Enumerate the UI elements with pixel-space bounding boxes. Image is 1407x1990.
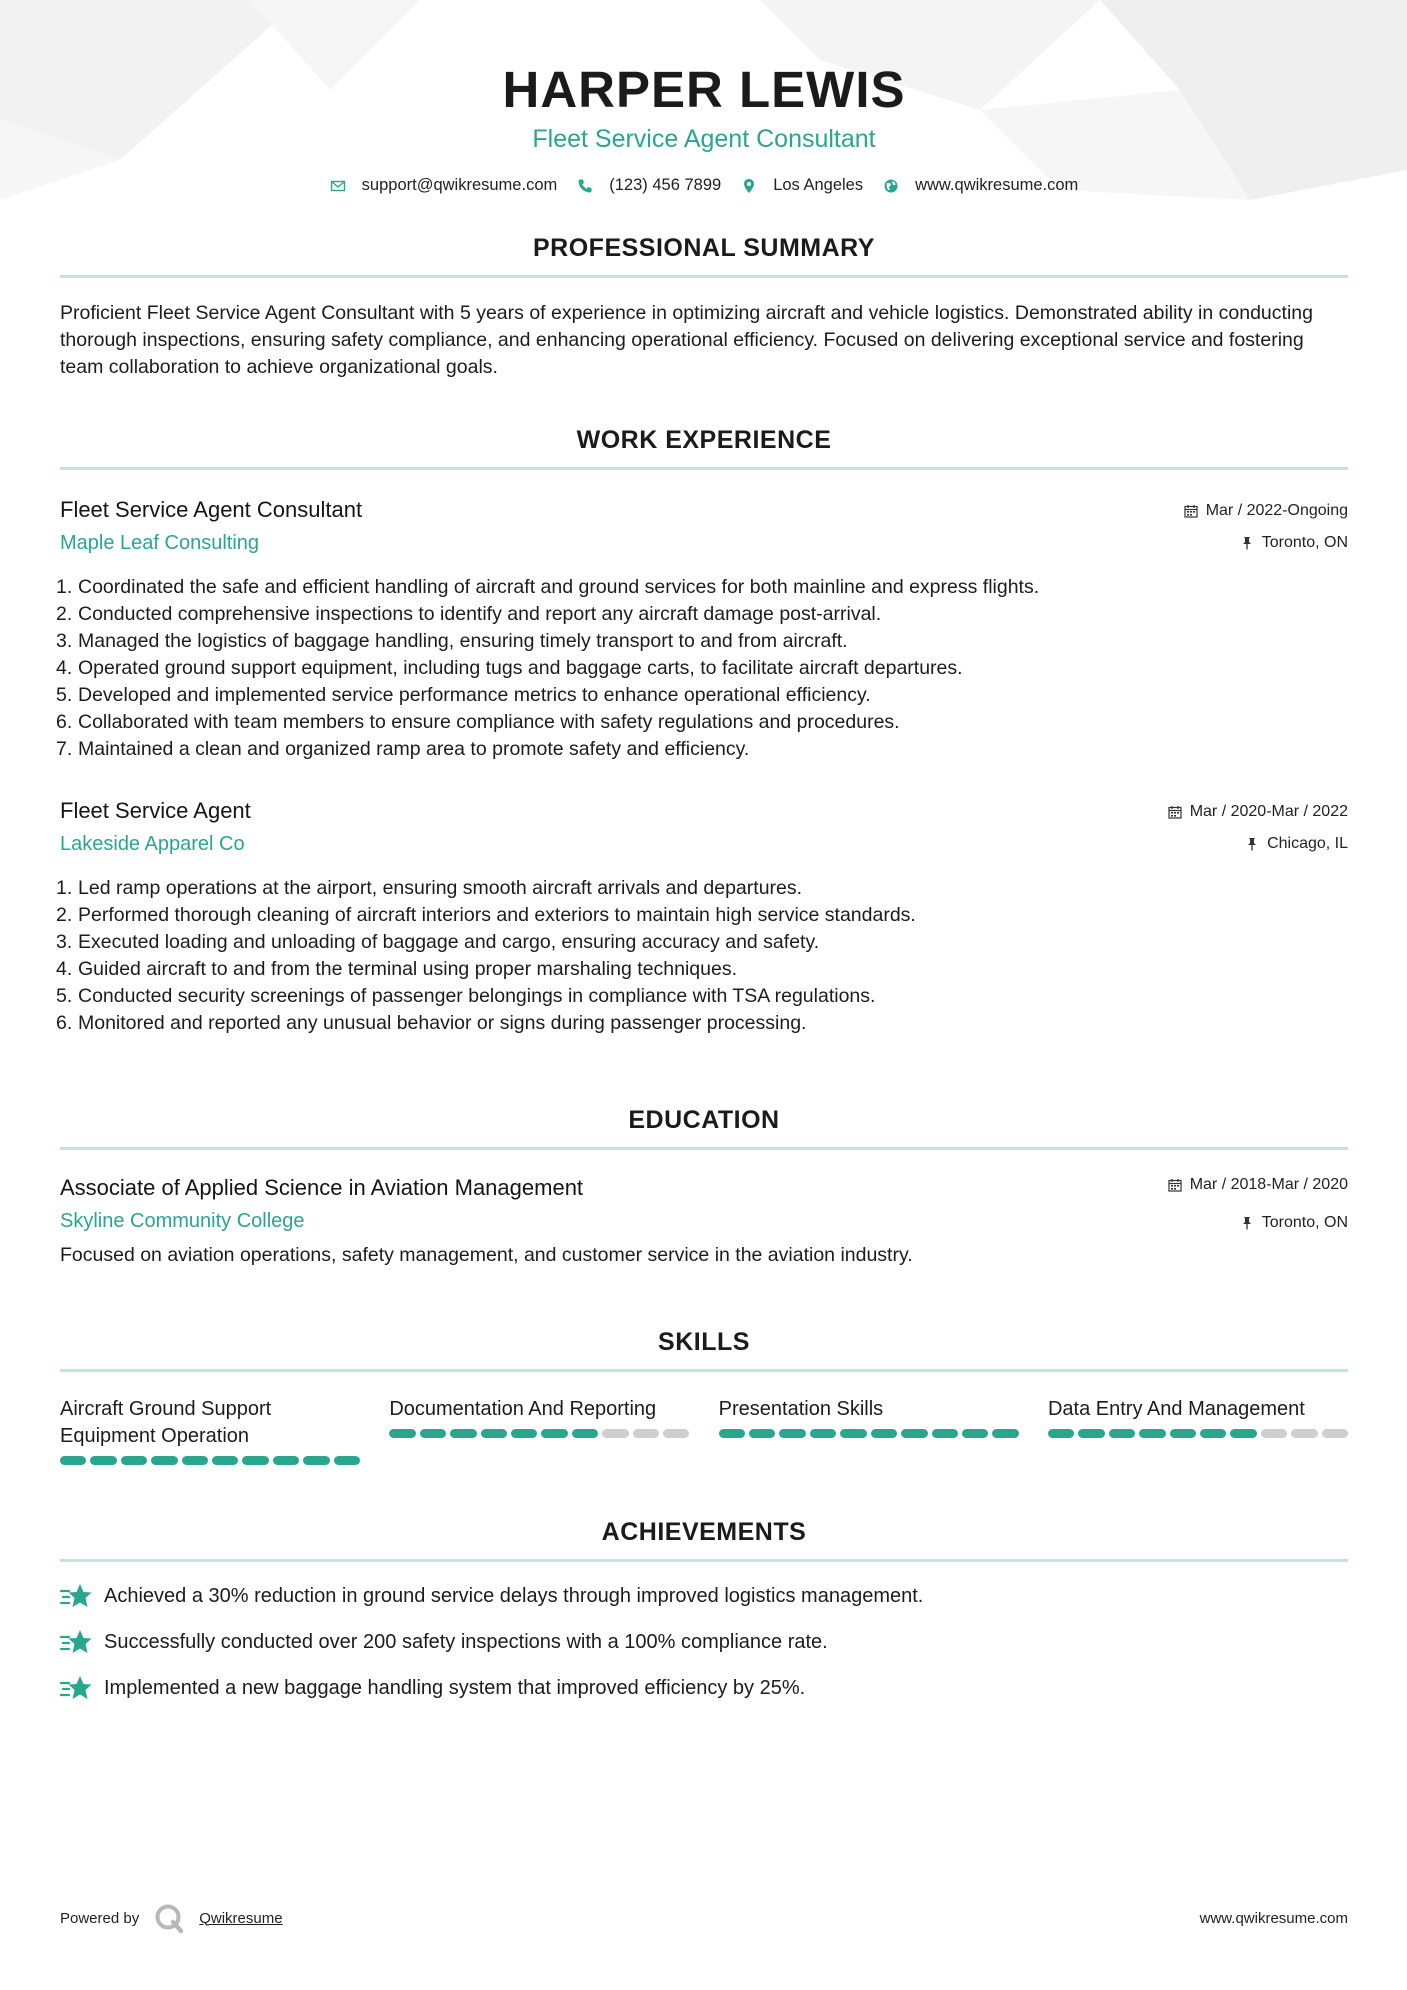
skill-level-segment (779, 1429, 805, 1438)
skill-level-segment (932, 1429, 958, 1438)
skill-level-bar (1048, 1429, 1348, 1438)
achievements-list (60, 1582, 1348, 1702)
skill-level-bar (60, 1456, 360, 1465)
contact-phone[interactable] (577, 176, 721, 195)
skill-item (389, 1396, 689, 1465)
list-item: Collaborated with team members to ensure compliance with safety regulations and procedures. (78, 711, 900, 733)
skill-item (1048, 1396, 1348, 1465)
qwikresume-logo-icon (153, 1902, 185, 1934)
list-item: Monitored and reported any unusual behavior or signs during passenger processing. (78, 1012, 807, 1034)
skill-level-segment (719, 1429, 745, 1438)
skill-level-segment (242, 1456, 268, 1465)
job-duties-list (60, 875, 1348, 1037)
job-duties-list (60, 574, 1348, 763)
job-location (1168, 833, 1348, 855)
list-item: Executed loading and unloading of baggage and cargo, ensuring accuracy and safety. (78, 931, 820, 953)
skill-level-segment (60, 1456, 86, 1465)
job-header (60, 496, 1348, 556)
contact-email[interactable] (330, 176, 558, 195)
resume-page (60, 0, 1348, 1702)
education-date-text: Mar / 2018-Mar / 2020 (1189, 1176, 1348, 1193)
skill-level-segment (151, 1456, 177, 1465)
school-name: Skyline Community College (60, 1210, 305, 1232)
job-date (1184, 500, 1348, 522)
skill-level-segment (182, 1456, 208, 1465)
skill-level-bar (719, 1429, 1019, 1438)
list-item: Conducted security screenings of passenger belongings in compliance with TSA regulations. (78, 985, 876, 1007)
job-location-text: Chicago, IL (1267, 835, 1348, 852)
pushpin-icon (1245, 837, 1259, 851)
candidate-role: Fleet Service Agent Consultant (532, 125, 876, 153)
contact-location (741, 176, 863, 195)
job-entry (60, 496, 1348, 763)
contact-location-text: Los Angeles (773, 176, 864, 194)
skill-level-segment (541, 1429, 567, 1438)
candidate-name: HARPER LEWIS (502, 61, 906, 118)
achievement-text: Successfully conducted over 200 safety inspections with a 100% compliance rate. (104, 1631, 828, 1653)
contact-phone-text: (123) 456 7899 (609, 176, 722, 194)
job-left (60, 797, 251, 857)
contact-website-text: www.qwikresume.com (915, 176, 1079, 194)
skill-level-segment (992, 1429, 1018, 1438)
calendar-icon (1184, 504, 1198, 518)
education-description: Focused on aviation operations, safety management, and customer service in the aviation industry. (60, 1244, 913, 1266)
skill-level-segment (1139, 1429, 1165, 1438)
skill-level-segment (90, 1456, 116, 1465)
list-item: Maintained a clean and organized ramp area to promote safety and efficiency. (78, 738, 750, 760)
brand-link[interactable]: Qwikresume (199, 1909, 283, 1927)
page-footer (60, 1902, 1348, 1934)
phone-icon (577, 178, 593, 194)
skill-level-segment (871, 1429, 897, 1438)
job-title: Fleet Service Agent (60, 798, 251, 823)
skill-level-segment (511, 1429, 537, 1438)
list-item: Conducted comprehensive inspections to identify and report any aircraft damage post-arrival. (78, 603, 882, 625)
list-item: Managed the logistics of baggage handling, ensuring timely transport to and from aircraft. (78, 630, 848, 652)
skill-name: Documentation And Reporting (389, 1398, 657, 1420)
list-item: Led ramp operations at the airport, ensuring smooth aircraft arrivals and departures. (78, 877, 803, 899)
degree-title: Associate of Applied Science in Aviation Management (60, 1175, 584, 1200)
achievement-item (60, 1582, 1348, 1610)
education-location (1168, 1212, 1348, 1234)
globe-icon (883, 178, 899, 194)
skills-section (60, 1327, 1348, 1465)
education-meta (1168, 1174, 1348, 1234)
skill-level-segment (633, 1429, 659, 1438)
education-section (60, 1105, 1348, 1269)
skill-level-bar (389, 1429, 689, 1438)
skill-level-segment (450, 1429, 476, 1438)
skills-heading: SKILLS (658, 1328, 750, 1356)
skill-level-segment (212, 1456, 238, 1465)
skill-name: Data Entry And Management (1047, 1398, 1305, 1420)
resume-header (60, 0, 1348, 195)
list-item: Guided aircraft to and from the terminal using proper marshaling techniques. (78, 958, 738, 980)
powered-by-label: Powered by (60, 1909, 140, 1927)
skill-level-segment (1200, 1429, 1226, 1438)
pushpin-icon (1240, 536, 1254, 550)
skill-level-segment (389, 1429, 415, 1438)
skill-level-segment (810, 1429, 836, 1438)
achievement-item (60, 1674, 1348, 1702)
achievements-section (60, 1517, 1348, 1702)
job-date-text: Mar / 2022-Ongoing (1205, 502, 1348, 519)
job-company: Maple Leaf Consulting (60, 532, 260, 554)
star-achievement-icon (60, 1582, 92, 1610)
skill-level-segment (962, 1429, 988, 1438)
powered-by (60, 1902, 283, 1934)
education-location-text: Toronto, ON (1261, 1214, 1348, 1231)
job-title: Fleet Service Agent Consultant (60, 497, 363, 522)
skill-level-segment (273, 1456, 299, 1465)
calendar-icon (1168, 1178, 1182, 1192)
achievement-text: Achieved a 30% reduction in ground service delays through improved logistics management. (104, 1585, 924, 1607)
education-entry (60, 1174, 1348, 1269)
experience-section (60, 425, 1348, 1037)
job-date (1168, 801, 1348, 823)
list-item: Operated ground support equipment, including tugs and baggage carts, to facilitate aircraft departures. (78, 657, 963, 679)
skill-level-segment (572, 1429, 598, 1438)
skill-level-segment (663, 1429, 689, 1438)
skill-level-segment (1261, 1429, 1287, 1438)
job-entry (60, 797, 1348, 1037)
envelope-icon (330, 178, 346, 194)
skill-level-segment (1109, 1429, 1135, 1438)
list-item: Developed and implemented service performance metrics to enhance operational efficiency. (78, 684, 871, 706)
map-pin-icon (741, 178, 757, 194)
achievement-text: Implemented a new baggage handling system that improved efficiency by 25%. (104, 1677, 806, 1699)
contact-bar (60, 176, 1348, 195)
skill-item (719, 1396, 1019, 1465)
list-item: Coordinated the safe and efficient handling of aircraft and ground services for both mainline and express flights. (78, 576, 1040, 598)
skill-level-segment (1322, 1429, 1348, 1438)
contact-email-text: support@qwikresume.com (361, 176, 558, 194)
skill-level-segment (481, 1429, 507, 1438)
job-company: Lakeside Apparel Co (60, 833, 245, 855)
experience-heading: WORK EXPERIENCE (576, 426, 832, 454)
education-heading: EDUCATION (628, 1106, 780, 1134)
job-location-text: Toronto, ON (1261, 534, 1348, 551)
skill-level-segment (602, 1429, 628, 1438)
job-date-text: Mar / 2020-Mar / 2022 (1189, 803, 1348, 820)
skill-level-segment (1230, 1429, 1256, 1438)
skill-level-segment (749, 1429, 775, 1438)
skill-level-segment (303, 1456, 329, 1465)
section-divider (60, 467, 1348, 470)
skill-name: Presentation Skills (718, 1398, 884, 1420)
skills-grid (60, 1396, 1348, 1465)
skill-level-segment (334, 1456, 360, 1465)
skill-level-segment (1048, 1429, 1074, 1438)
summary-text: Proficient Fleet Service Agent Consultant with 5 years of experience in optimizing aircraft and vehicle logistics. Demonstrated ability in conducting thorough inspections, ensuring safety compliance, and enhancing operational efficiency. Focused on delivering exceptional service and fostering team collaboration to achieve organizational goals. (60, 302, 1313, 378)
summary-section (60, 233, 1348, 381)
job-location (1184, 532, 1348, 554)
skill-name: Aircraft Ground Support Equipment Operation (60, 1398, 272, 1447)
job-meta (1184, 496, 1348, 554)
skill-level-segment (1291, 1429, 1317, 1438)
section-divider (60, 1369, 1348, 1372)
education-date (1168, 1174, 1348, 1196)
achievements-heading: ACHIEVEMENTS (601, 1518, 807, 1546)
calendar-icon (1168, 805, 1182, 819)
star-achievement-icon (60, 1628, 92, 1656)
section-divider (60, 275, 1348, 278)
pushpin-icon (1240, 1216, 1254, 1230)
star-achievement-icon (60, 1674, 92, 1702)
footer-website[interactable]: www.qwikresume.com (1199, 1909, 1348, 1927)
achievement-item (60, 1628, 1348, 1656)
skill-level-segment (1078, 1429, 1104, 1438)
section-divider (60, 1559, 1348, 1562)
skill-level-segment (121, 1456, 147, 1465)
education-left (60, 1174, 583, 1234)
skill-level-segment (420, 1429, 446, 1438)
skill-level-segment (901, 1429, 927, 1438)
job-header (60, 797, 1348, 857)
job-meta (1168, 797, 1348, 855)
section-divider (60, 1147, 1348, 1150)
skill-level-segment (1170, 1429, 1196, 1438)
summary-heading: PROFESSIONAL SUMMARY (533, 234, 875, 262)
skill-item (60, 1396, 360, 1465)
job-left (60, 496, 362, 556)
list-item: Performed thorough cleaning of aircraft interiors and exteriors to maintain high service standards. (78, 904, 916, 926)
education-header (60, 1174, 1348, 1234)
contact-website[interactable] (883, 176, 1078, 195)
skill-level-segment (840, 1429, 866, 1438)
